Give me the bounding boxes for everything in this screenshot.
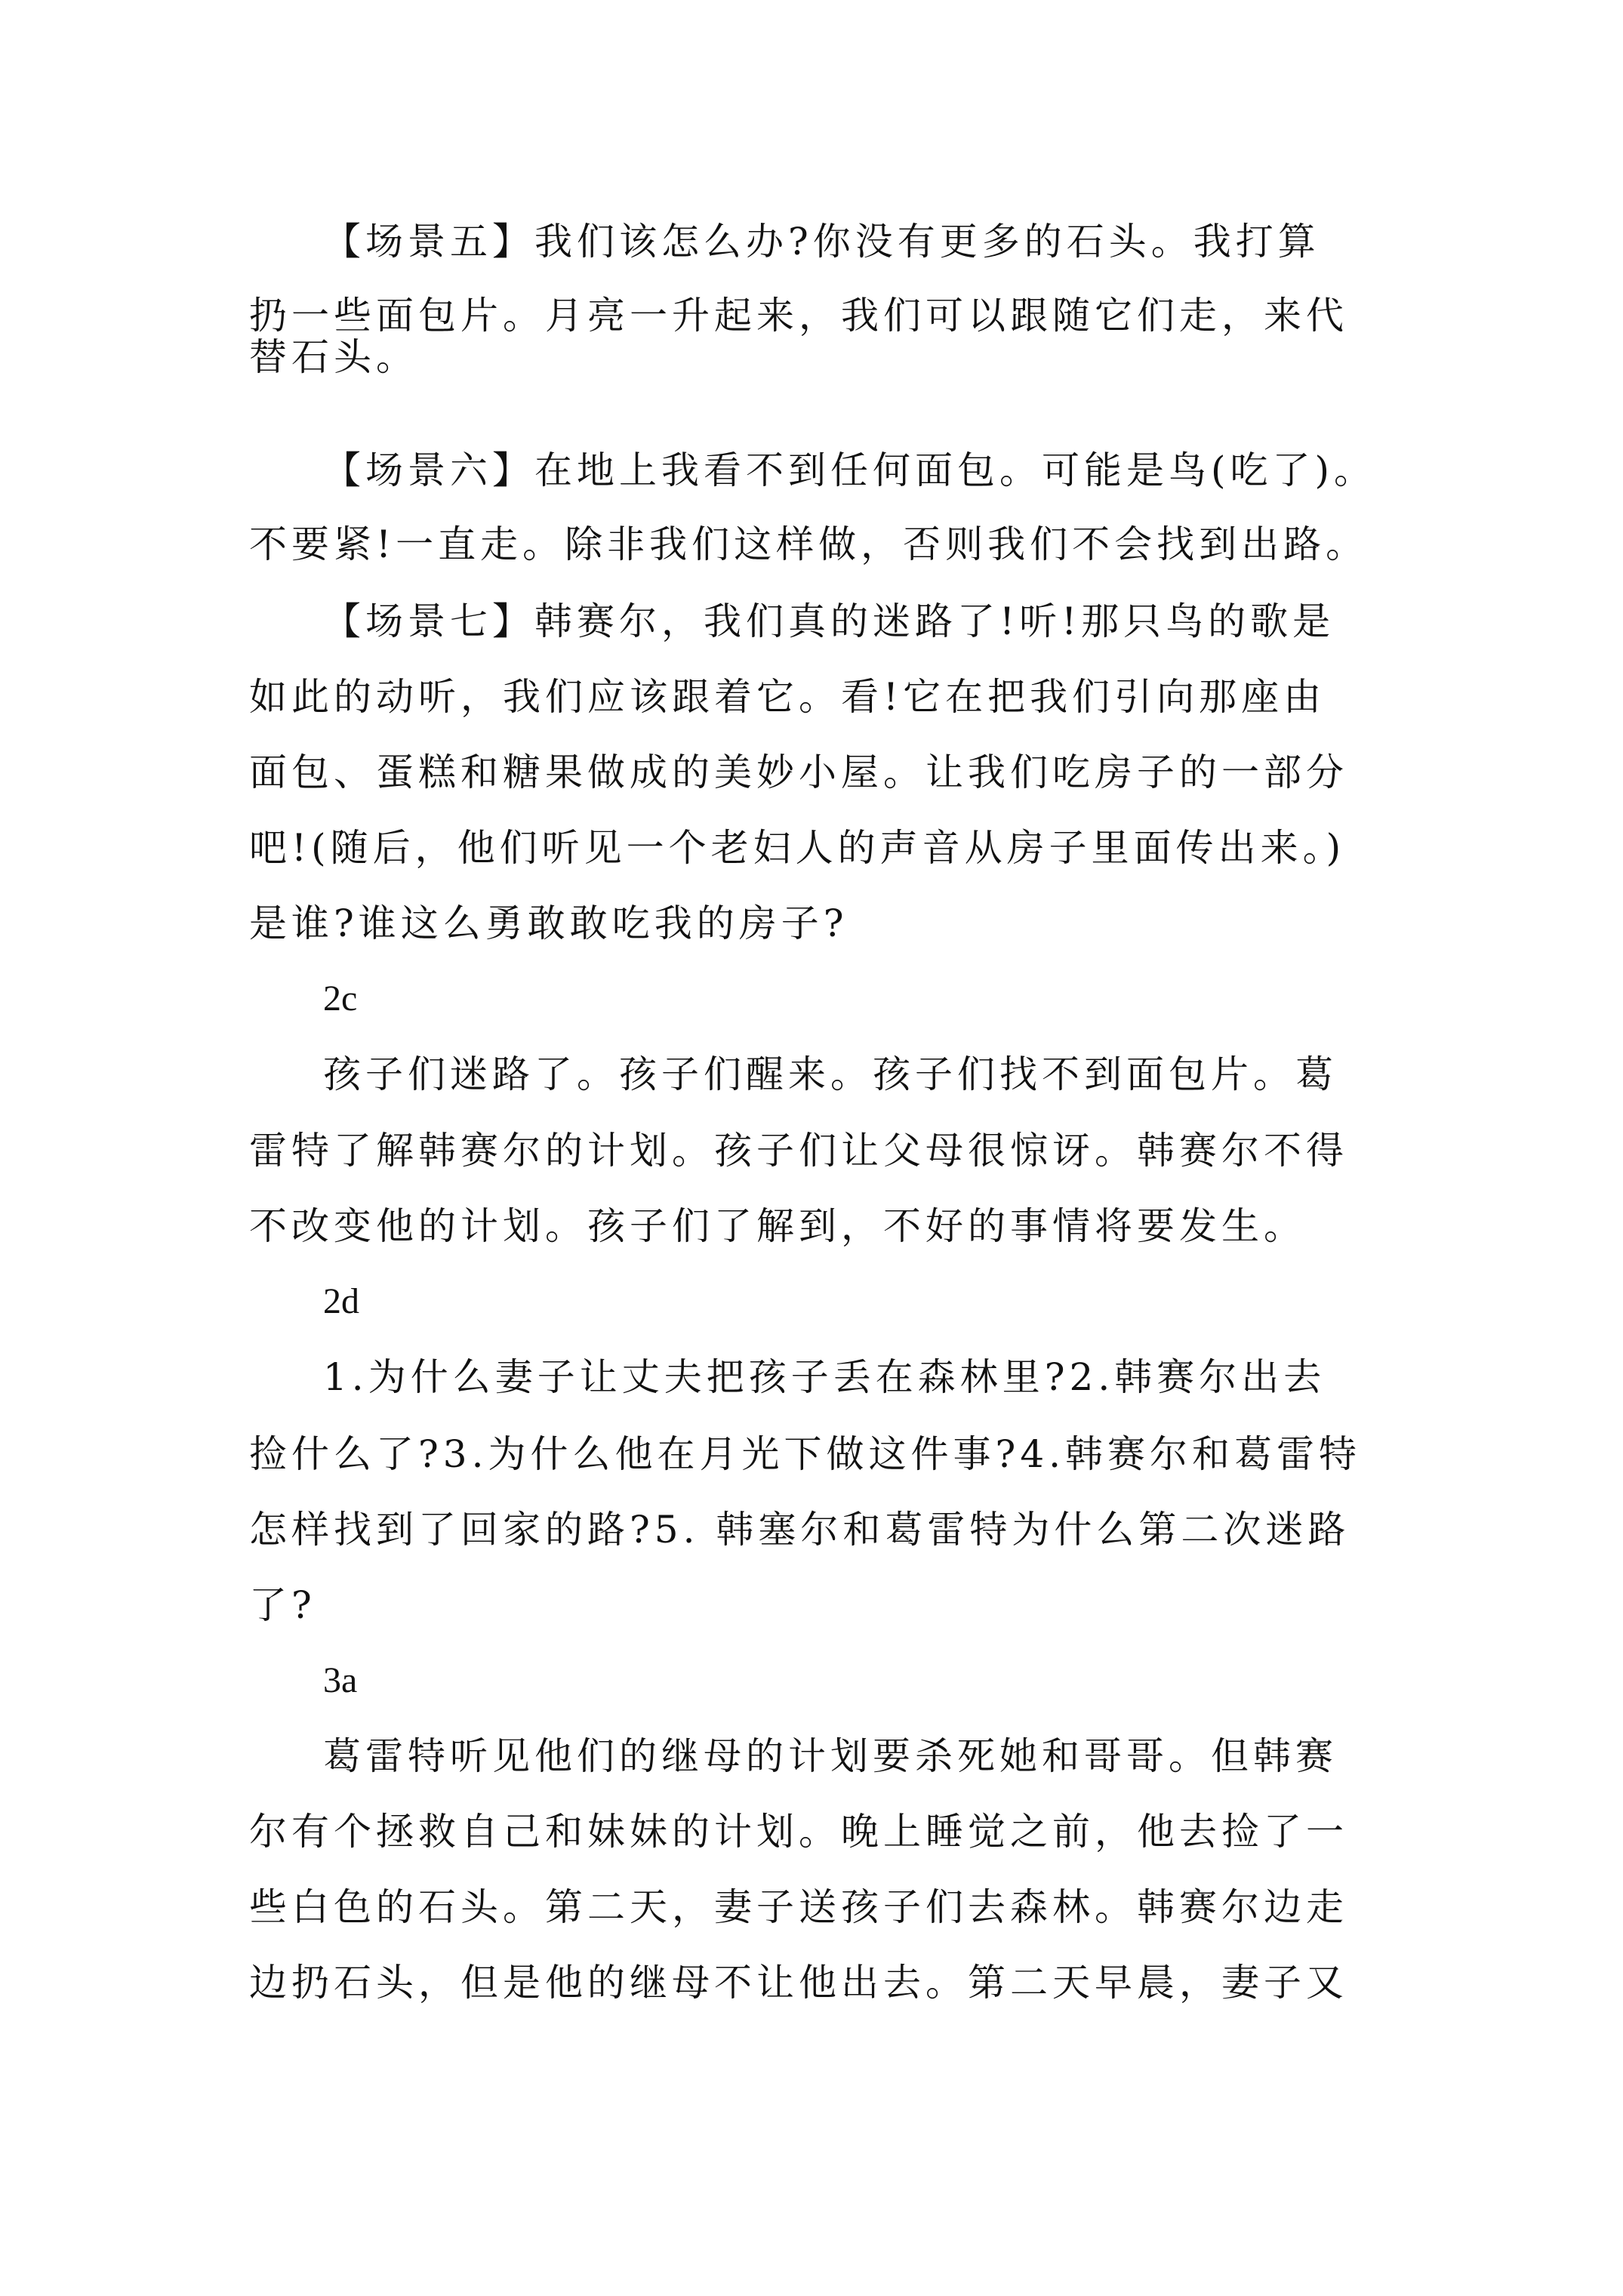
scene-seven-line-5: 是谁?谁这么勇敢敢吃我的房子? <box>249 901 848 945</box>
scene-five-line-1: 【场景五】我们该怎么办?你没有更多的石头。我打算 <box>323 220 1320 264</box>
section-2d-line-1: 1.为什么妻子让丈夫把孩子丢在森林里?2.韩赛尔出去 <box>323 1355 1326 1399</box>
section-2c-line-1: 孩子们迷路了。孩子们醒来。孩子们找不到面包片。葛 <box>323 1052 1338 1096</box>
section-3a-line-3: 些白色的石头。第二天，妻子送孩子们去森林。韩赛尔边走 <box>249 1885 1348 1929</box>
section-3a-line-4: 边扔石头，但是他的继母不让他出去。第二天早晨，妻子又 <box>249 1961 1348 2005</box>
section-2d-line-4: 了? <box>249 1583 316 1627</box>
scene-six-line-2: 不要紧!一直走。除非我们这样做，否则我们不会找到出路。 <box>249 522 1369 566</box>
section-3a-line-1: 葛雷特听见他们的继母的计划要杀死她和哥哥。但韩赛 <box>323 1734 1338 1778</box>
section-label-2c: 2c <box>323 978 358 1019</box>
section-2c-line-2: 雷特了解韩赛尔的计划。孩子们让父母很惊讶。韩赛尔不得 <box>249 1129 1348 1173</box>
section-label-2d: 2d <box>323 1281 359 1321</box>
section-2d-line-3: 怎样找到了回家的路?5. 韩塞尔和葛雷特为什么第二次迷路 <box>249 1508 1350 1552</box>
scene-seven-line-4: 吧!(随后，他们听见一个老妇人的声音从房子里面传出来。) <box>249 826 1346 870</box>
scene-seven-line-3: 面包、蛋糕和糖果做成的美妙小屋。让我们吃房子的一部分 <box>249 750 1348 794</box>
section-3a-line-2: 尔有个拯救自己和妹妹的计划。晚上睡觉之前，他去捡了一 <box>249 1810 1348 1854</box>
section-2c-line-3: 不改变他的计划。孩子们了解到，不好的事情将要发生。 <box>249 1204 1306 1248</box>
scene-six-line-1: 【场景六】在地上我看不到任何面包。可能是鸟(吃了)。 <box>323 448 1377 492</box>
scene-seven-line-1: 【场景七】韩赛尔，我们真的迷路了!听!那只鸟的歌是 <box>323 599 1335 643</box>
scene-five-line-3: 替石头。 <box>249 335 418 379</box>
section-2d-line-2: 捡什么了?3.为什么他在月光下做这件事?4.韩赛尔和葛雷特 <box>249 1432 1362 1476</box>
scene-five-line-2: 扔一些面包片。月亮一升起来，我们可以跟随它们走，来代 <box>249 294 1348 337</box>
scene-seven-line-2: 如此的动听，我们应该跟着它。看!它在把我们引向那座由 <box>249 675 1326 719</box>
section-label-3a: 3a <box>323 1660 358 1700</box>
